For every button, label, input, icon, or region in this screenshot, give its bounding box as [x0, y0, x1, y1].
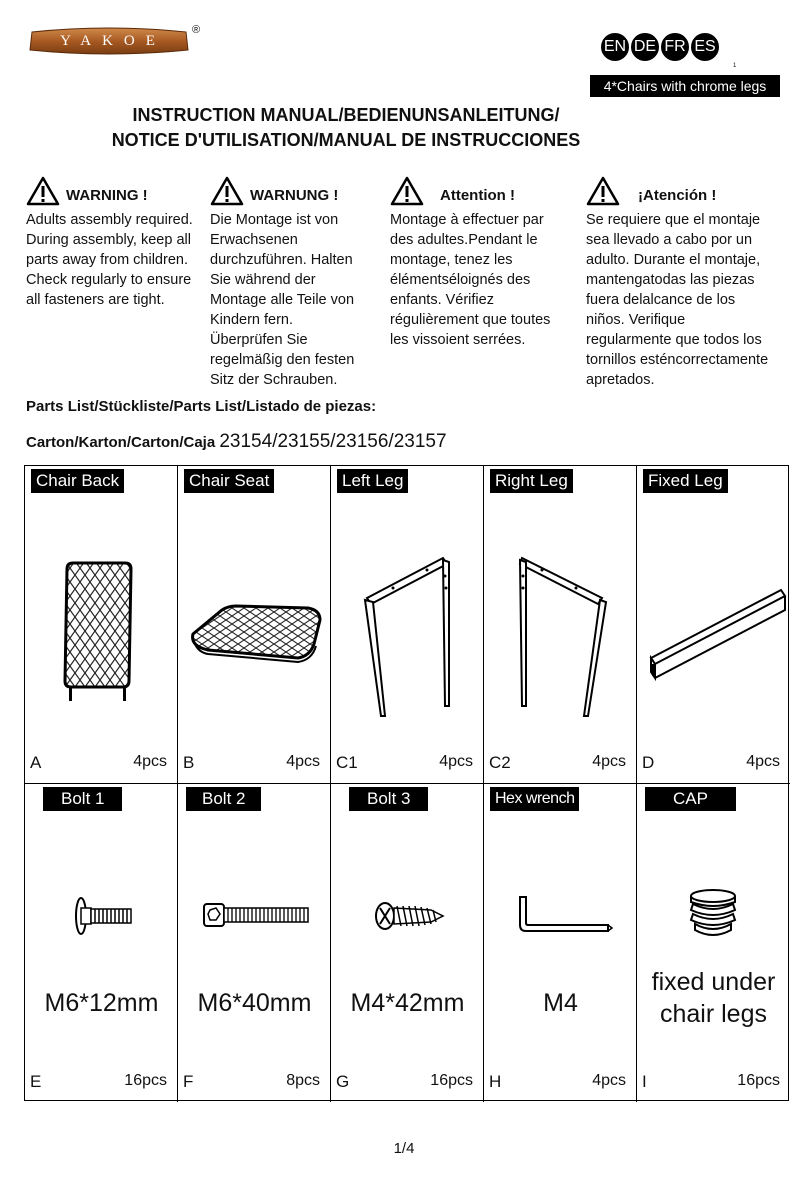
part-quantity: 4pcs: [439, 753, 473, 770]
chair-seat-icon: [178, 596, 331, 676]
part-quantity: 8pcs: [286, 1072, 320, 1089]
warning-heading: Attention !: [440, 187, 515, 204]
part-letter: G: [336, 1072, 350, 1091]
language-badges: [599, 31, 719, 63]
part-cell-g: [331, 784, 484, 1102]
part-name: Bolt 1: [43, 787, 122, 811]
tick-mark: 1: [733, 63, 737, 69]
carton-line: [26, 431, 447, 453]
part-letter: E: [30, 1072, 42, 1091]
warning-text: Montage à effectuer par des adultes.Pendant le montage, tenez les élémentséloignés des enfants. Vérifiez régulièrement que toutes les vissoient serrées.: [390, 212, 551, 348]
part-spec: M6*12mm: [44, 989, 159, 1017]
part-spec: M4*42mm: [350, 989, 465, 1017]
right-leg-icon: [484, 546, 637, 726]
part-cell-c1: [331, 466, 484, 784]
chair-back-icon: [25, 561, 178, 711]
warning-fr: [390, 176, 570, 350]
part-cell-c2: [484, 466, 637, 784]
warning-triangle-icon: [390, 176, 424, 206]
cap-icon: [637, 884, 790, 944]
brand-logo: [26, 26, 192, 56]
part-name: Right Leg: [490, 469, 573, 493]
part-spec: fixed under chair legs: [651, 968, 776, 1028]
part-spec: M4: [543, 989, 578, 1017]
warning-triangle-icon: [210, 176, 244, 206]
manual-title-line-1: INSTRUCTION MANUAL/BEDIENUNSANLEITUNG/: [132, 105, 560, 125]
warning-es: [586, 176, 796, 390]
warning-heading: WARNING !: [66, 187, 148, 204]
part-letter: C1: [336, 753, 358, 772]
warning-triangle-icon: [26, 176, 60, 206]
part-name: CAP: [645, 787, 736, 811]
language-badge-es: ES: [689, 31, 721, 63]
part-quantity: 16pcs: [124, 1072, 167, 1089]
left-leg-icon: [331, 546, 484, 726]
part-quantity: 4pcs: [133, 753, 167, 770]
part-name: Bolt 2: [186, 787, 261, 811]
warning-en: [26, 176, 206, 310]
carton-label: Carton/Karton/Carton/Caja: [26, 434, 216, 451]
warning-de: [210, 176, 380, 390]
part-letter: H: [489, 1072, 502, 1091]
warning-heading: ¡Atención !: [638, 187, 717, 204]
parts-grid: [24, 465, 789, 1101]
fixed-leg-icon: [637, 576, 790, 686]
part-quantity: 4pcs: [746, 753, 780, 770]
logo-text: YAKOE: [60, 32, 166, 49]
warning-text: Se requiere que el montaje sea llevado a cabo por un adulto. Durante el montaje, mantengatodas las piezas fuera delalcance de los niños. Verifique regularmente que todos los tornillos esténcorrectamente apretados.: [586, 212, 769, 388]
part-cell-i: [637, 784, 790, 1102]
warning-triangle-icon: [586, 176, 620, 206]
part-cell-b: [178, 466, 331, 784]
warning-text: Die Montage ist von Erwachsenen durchzuführen. Halten Sie während der Montage alle Teile von Kindern fern. Überprüfen Sie regelmäßig den festen Sitz der Schrauben.: [210, 212, 355, 388]
manual-title-line-2: NOTICE D'UTILISATION/MANUAL DE INSTRUCCIONES: [111, 130, 581, 150]
part-quantity: 4pcs: [286, 753, 320, 770]
part-letter: C2: [489, 753, 511, 772]
part-name: Chair Seat: [184, 469, 274, 493]
language-badge-en: EN: [599, 31, 631, 63]
part-letter: I: [642, 1072, 647, 1091]
part-quantity: 4pcs: [592, 753, 626, 770]
language-badge-fr: FR: [659, 31, 691, 63]
bolt-long-icon: [178, 896, 331, 936]
registered-mark: ®: [192, 24, 201, 36]
carton-numbers: 23154/23155/23156/23157: [219, 431, 447, 452]
part-name: Chair Back: [31, 469, 124, 493]
part-letter: A: [30, 753, 42, 772]
part-cell-a: [25, 466, 178, 784]
part-letter: F: [183, 1072, 194, 1091]
part-letter: D: [642, 753, 655, 772]
parts-list-title: Parts List/Stückliste/Parts List/Listado de piezas:: [26, 398, 377, 415]
language-badge-de: DE: [629, 31, 661, 63]
part-name: Left Leg: [337, 469, 408, 493]
part-name: Bolt 3: [349, 787, 428, 811]
part-letter: B: [183, 753, 195, 772]
bolt-short-icon: [25, 894, 178, 938]
part-quantity: 16pcs: [430, 1072, 473, 1089]
part-quantity: 16pcs: [737, 1072, 780, 1089]
part-cell-e: [25, 784, 178, 1102]
part-quantity: 4pcs: [592, 1072, 626, 1089]
wood-screw-icon: [331, 894, 484, 938]
part-cell-h: [484, 784, 637, 1102]
part-spec: M6*40mm: [197, 989, 312, 1017]
product-banner: 4*Chairs with chrome legs: [590, 75, 780, 97]
part-cell-d: [637, 466, 790, 784]
page-number: 1/4: [393, 1140, 415, 1157]
hex-wrench-icon: [484, 889, 637, 939]
warning-text: Adults assembly required. During assembly, keep all parts away from children. Check regularly to ensure all fasteners are tight.: [26, 212, 193, 308]
part-name: Fixed Leg: [643, 469, 728, 493]
part-name: Hex wrench: [490, 787, 579, 811]
part-cell-f: [178, 784, 331, 1102]
warning-heading: WARNUNG !: [250, 187, 339, 204]
